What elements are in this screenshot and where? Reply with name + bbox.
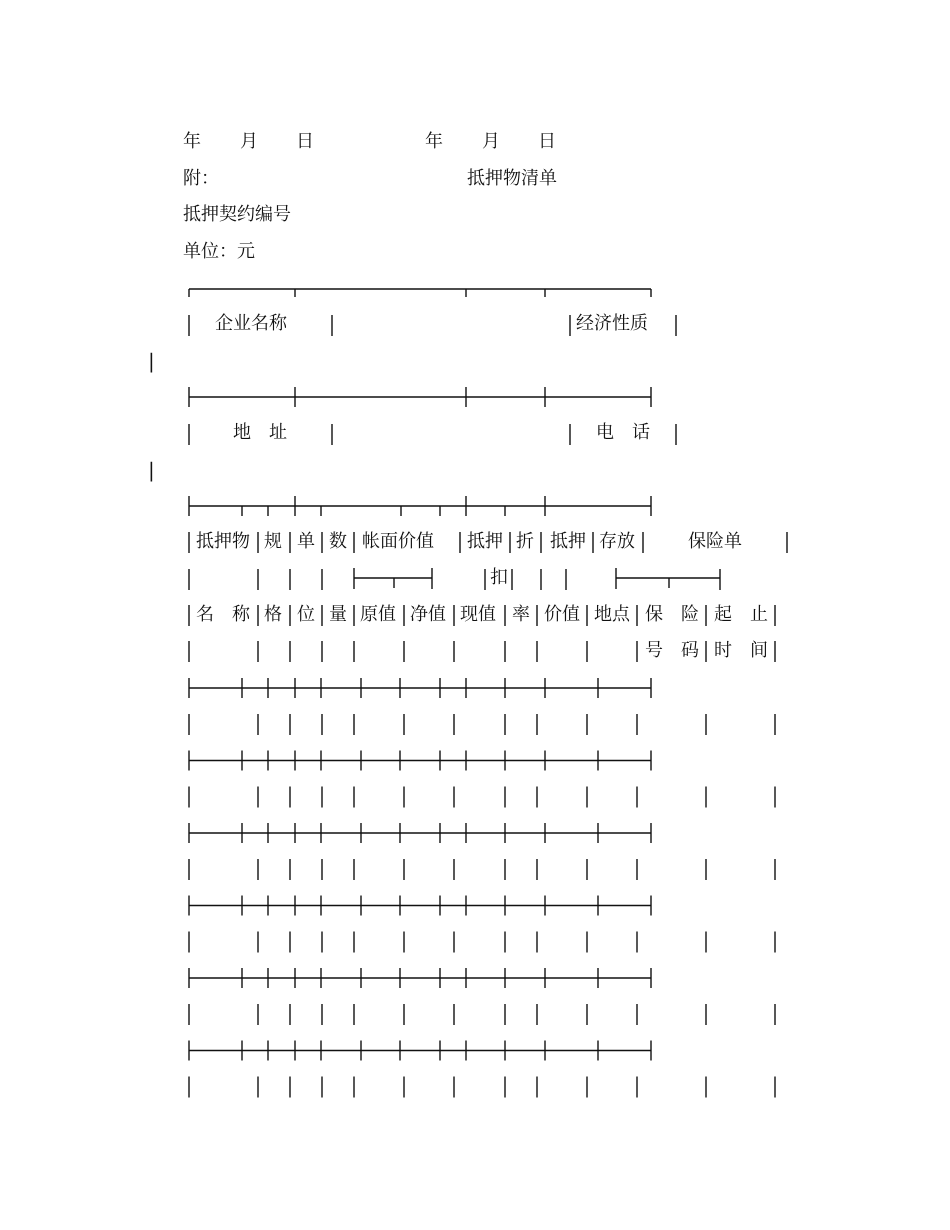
- margin-divider-1: |: [148, 349, 155, 373]
- col-storage: 存放: [599, 531, 635, 552]
- col-period: 时 间: [714, 640, 768, 661]
- margin-divider-2: |: [148, 458, 155, 482]
- col-insurance-no: 号 码: [645, 640, 699, 661]
- list-title: 抵押物清单: [467, 168, 557, 189]
- phone-label: 电 话: [596, 422, 650, 443]
- date1-month: 月: [240, 131, 258, 152]
- col-original-value: 原值: [360, 604, 396, 625]
- col-qty-top: 数: [329, 531, 347, 552]
- col-qty: 量: [329, 604, 347, 625]
- col-insurance-no-top: 保 险: [645, 604, 699, 625]
- date2-month: 月: [482, 131, 500, 152]
- col-discount-mid: 扣: [490, 567, 508, 588]
- address-label: 地 址: [233, 422, 287, 443]
- economic-nature-label: 经济性质: [576, 313, 648, 334]
- col-net-value: 净值: [410, 604, 446, 625]
- col-name: 名 称: [196, 604, 250, 625]
- col-spec: 格: [264, 604, 282, 625]
- unit-label: 单位：元: [183, 241, 255, 262]
- col-mortgage-1: 抵押: [467, 531, 503, 552]
- date1-day: 日: [296, 131, 314, 152]
- col-period-top: 起 止: [714, 604, 768, 625]
- col-book-value: 帐面价值: [362, 531, 434, 552]
- col-mortgage-value: 价值: [544, 604, 580, 625]
- attach-label: 附：: [183, 168, 219, 189]
- col-insurance: 保险单: [688, 531, 742, 552]
- col-unit-top: 单: [297, 531, 315, 552]
- col-location: 地点: [594, 604, 630, 625]
- col-spec-top: 规: [264, 531, 282, 552]
- contract-no-label: 抵押契约编号: [183, 204, 291, 225]
- col-unit: 位: [297, 604, 315, 625]
- date2-day: 日: [538, 131, 556, 152]
- col-rate: 率: [512, 604, 530, 625]
- col-collateral: 抵押物: [196, 531, 250, 552]
- date2-year: 年: [425, 131, 443, 152]
- col-current-value: 现值: [460, 604, 496, 625]
- col-discount-top: 折: [516, 531, 534, 552]
- company-name-label: 企业名称: [215, 313, 287, 334]
- col-mortgage-2: 抵押: [550, 531, 586, 552]
- date1-year: 年: [183, 131, 201, 152]
